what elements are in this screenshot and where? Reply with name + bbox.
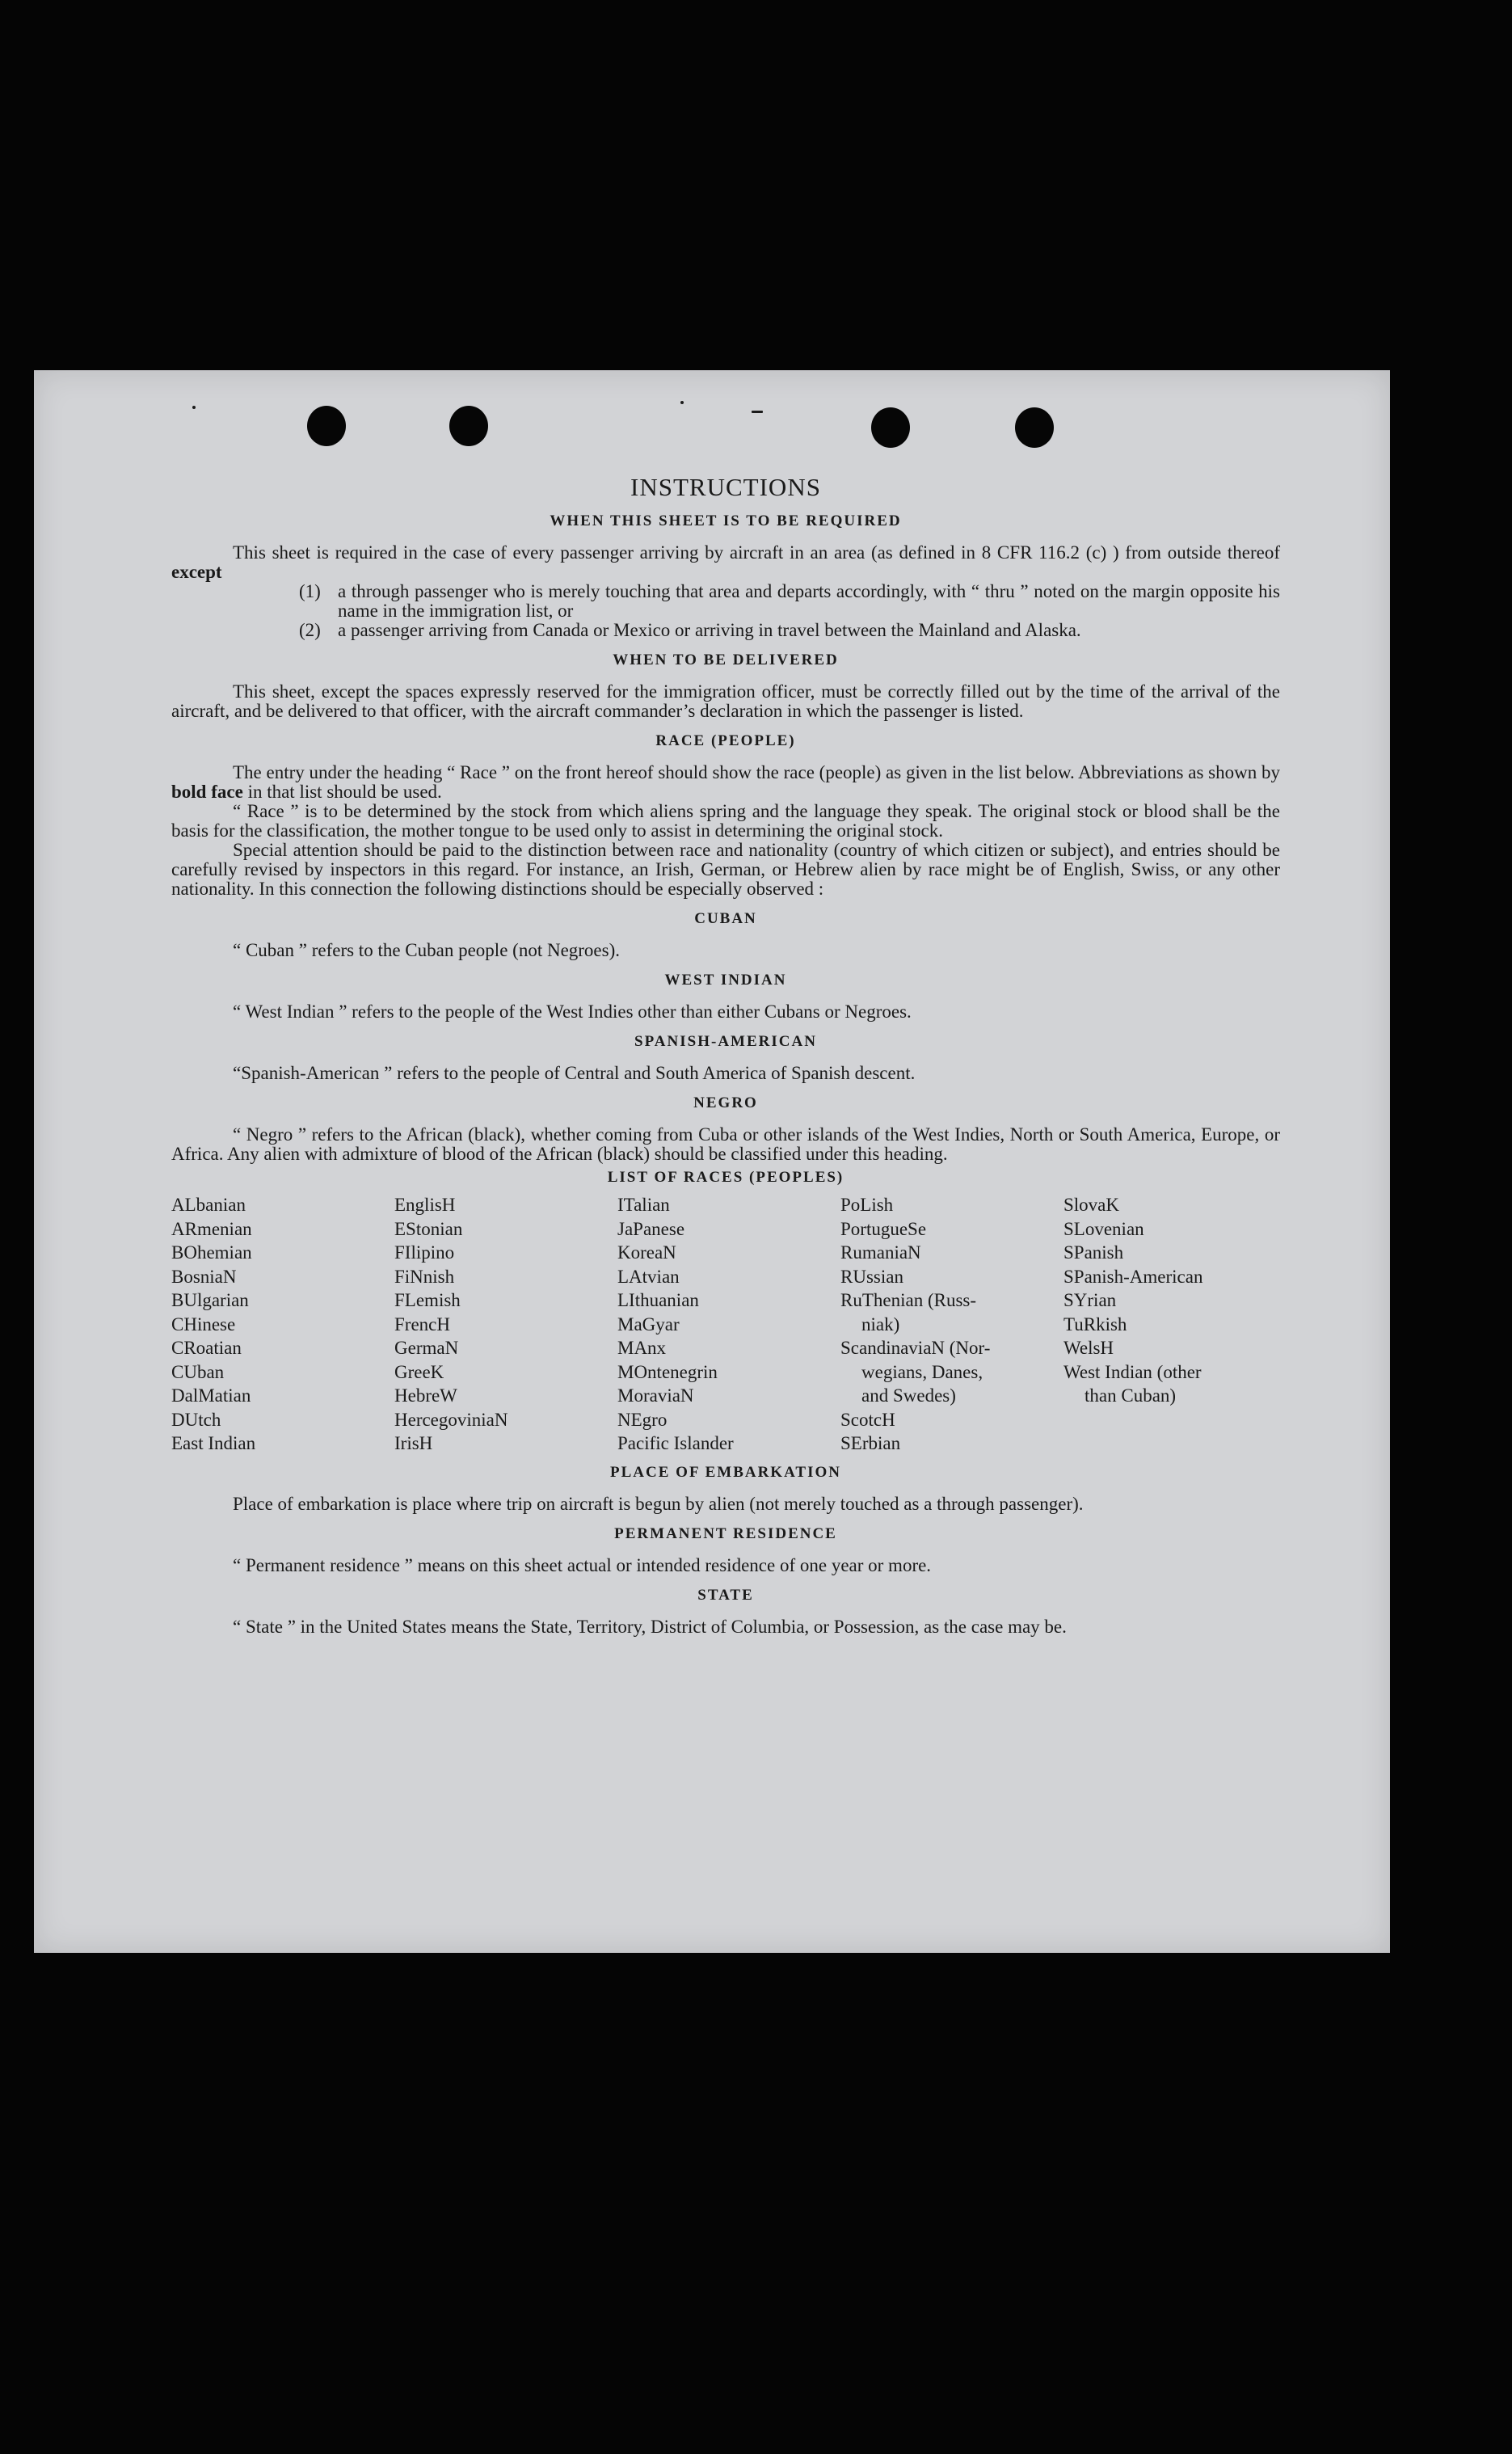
section-heading-when-delivered: WHEN TO BE DELIVERED (613, 651, 839, 668)
section-heading-spanish-american: SPANISH-AMERICAN (634, 1033, 817, 1050)
race-list-item: MoraviaN (617, 1385, 694, 1406)
section-heading-cuban: CUBAN (694, 910, 757, 927)
race-list-item: EnglisH (394, 1195, 456, 1215)
race-list-item: GermaN (394, 1338, 459, 1358)
race-list-item: MOntenegrin (617, 1361, 718, 1382)
race-list-item: SPanish (1063, 1242, 1124, 1263)
race-list-item: LIthuanian (617, 1290, 699, 1310)
race-paragraph: “ Race ” is to be determined by the stock from which aliens spring and the language they speak. The original stock or blood shall be the basis for the classification, the mother tongue to be used only to assist in determining the original stock. (171, 801, 1280, 841)
permanent-residence-text: “ Permanent residence ” means on this sheet actual or intended residence of one year or more. (233, 1554, 932, 1575)
race-list-column (1063, 1193, 1280, 1456)
instructions-body (171, 474, 1280, 1637)
race-list-item: FrencH (394, 1313, 450, 1335)
punch-hole (449, 406, 488, 446)
race-list-item: GreeK (394, 1361, 444, 1382)
race-list-item: West Indian (other than Cuban) (1063, 1361, 1202, 1406)
when-delivered-text: This sheet, except the spaces expressly reserved for the immigration officer, must be correctly filled out by the time of the arrival of the aircraft, and be delivered to that officer, with the aircraft commander’s declaration in which the passenger is listed. (171, 681, 1280, 721)
race-list-item: RuThenian (Russ- niak) (840, 1290, 977, 1335)
race-list-item: FIlipino (394, 1242, 455, 1263)
race-list-item: CRoatian (171, 1338, 242, 1358)
race-list-item: BOhemian (171, 1242, 252, 1263)
race-list-item: KoreaN (617, 1242, 676, 1263)
race-list-item: TuRkish (1063, 1313, 1127, 1335)
section-heading-state: STATE (697, 1586, 754, 1604)
race-list-item: FLemish (394, 1290, 461, 1310)
section-heading-negro: NEGRO (693, 1094, 758, 1111)
race-list-item: PortugueSe (840, 1218, 927, 1239)
punch-hole (1015, 407, 1054, 448)
paper-speck (752, 411, 763, 413)
race-list-item: SErbian (840, 1433, 901, 1453)
race-list-item: East Indian (171, 1433, 256, 1453)
race-list-item: EStonian (394, 1218, 463, 1239)
race-list-item: ALbanian (171, 1195, 246, 1215)
race-list-item: SlovaK (1063, 1195, 1119, 1215)
race-list-item: ARmenian (171, 1218, 252, 1239)
when-required-intro: This sheet is required in the case of every passenger arriving by aircraft in an area (as defined in 8 CFR 116.2 (c) ) from outside thereof except (171, 542, 1280, 582)
race-list-item: ScotcH (840, 1409, 895, 1430)
race-list-item: CUban (171, 1361, 225, 1382)
cuban-text: “ Cuban ” refers to the Cuban people (not Negroes). (233, 940, 621, 960)
race-list-item: IrisH (394, 1433, 433, 1453)
race-list-item: Pacific Islander (617, 1433, 734, 1453)
race-list-item: DUtch (171, 1409, 221, 1430)
race-list (171, 1193, 1280, 1456)
race-list-item: JaPanese (617, 1218, 685, 1239)
race-list-column (840, 1193, 1063, 1456)
race-list-column (171, 1193, 394, 1456)
paper-speck (192, 406, 196, 409)
punch-hole (307, 406, 346, 446)
race-list-item: RumaniaN (840, 1242, 921, 1263)
race-list-item: MAnx (617, 1338, 667, 1358)
race-list-item: FiNnish (394, 1266, 455, 1287)
when-required-item: (1) a through passenger who is merely touching that area and departs accordingly, with “ thru ” noted on the margin opposite his name in the immigration list, or (299, 581, 1280, 621)
spanish-american-text: “Spanish-American ” refers to the people of Central and South America of Spanish descent. (233, 1063, 916, 1083)
race-list-item: NEgro (617, 1409, 668, 1430)
race-list-item: DalMatian (171, 1385, 251, 1406)
race-list-item: ITalian (617, 1195, 670, 1215)
punch-hole (871, 407, 910, 448)
race-list-item: BosniaN (171, 1266, 237, 1287)
section-heading-place-of-embarkation: PLACE OF EMBARKATION (610, 1463, 841, 1481)
race-list-column (394, 1193, 617, 1456)
section-heading-when-required: WHEN THIS SHEET IS TO BE REQUIRED (550, 512, 902, 529)
section-heading-list-of-races: LIST OF RACES (PEOPLES) (607, 1169, 844, 1186)
race-list-item: LAtvian (617, 1266, 680, 1287)
page-title: INSTRUCTIONS (630, 473, 821, 501)
race-list-item: WelsH (1063, 1338, 1114, 1358)
paper-speck (680, 401, 684, 404)
race-list-item: HercegoviniaN (394, 1409, 508, 1430)
race-list-item: SLovenian (1063, 1218, 1144, 1239)
race-list-item: ScandinaviaN (Nor- wegians, Danes, and Swedes) (840, 1338, 991, 1406)
race-paragraph: The entry under the heading “ Race ” on the front hereof should show the race (people) as given in the list below. Abbreviations as shown by bold face in that list should be used. (171, 762, 1280, 802)
west-indian-text: “ West Indian ” refers to the people of the West Indies other than either Cubans or Negroes. (233, 1001, 912, 1022)
section-heading-permanent-residence: PERMANENT RESIDENCE (614, 1524, 837, 1542)
race-list-item: CHinese (171, 1313, 236, 1335)
race-list-item: RUssian (840, 1266, 903, 1287)
document-sheet (34, 370, 1390, 1953)
negro-text: “ Negro ” refers to the African (black), whether coming from Cuba or other islands of the West Indies, North or South America, Europe, or Africa. Any alien with admixture of blood of the African (black) should be classified under this heading. (171, 1124, 1280, 1164)
race-list-column (617, 1193, 840, 1456)
race-list-item: MaGyar (617, 1313, 680, 1335)
race-list-item: SPanish-American (1063, 1266, 1203, 1287)
race-paragraph: Special attention should be paid to the distinction between race and nationality (country of which citizen or subject), and entries should be carefully revised by inspectors in this regard. For instance, an Irish, German, or Hebrew alien by race might be of English, Swiss, or any other nationality. In this connection the following distinctions should be especially observed : (171, 840, 1280, 899)
place-of-embarkation-text: Place of embarkation is place where trip on aircraft is begun by alien (not merely touched as a through passenger). (233, 1493, 1084, 1514)
race-list-item: HebreW (394, 1385, 457, 1406)
race-list-item: SYrian (1063, 1290, 1117, 1310)
section-heading-race: RACE (PEOPLE) (655, 732, 796, 749)
state-text: “ State ” in the United States means the State, Territory, District of Columbia, or Possession, as the case may be. (233, 1616, 1067, 1637)
race-list-item: PoLish (840, 1195, 894, 1215)
when-required-item: (2) a passenger arriving from Canada or Mexico or arriving in travel between the Mainland and Alaska. (299, 620, 1081, 640)
race-list-item: BUlgarian (171, 1290, 249, 1310)
section-heading-west-indian: WEST INDIAN (664, 972, 787, 989)
